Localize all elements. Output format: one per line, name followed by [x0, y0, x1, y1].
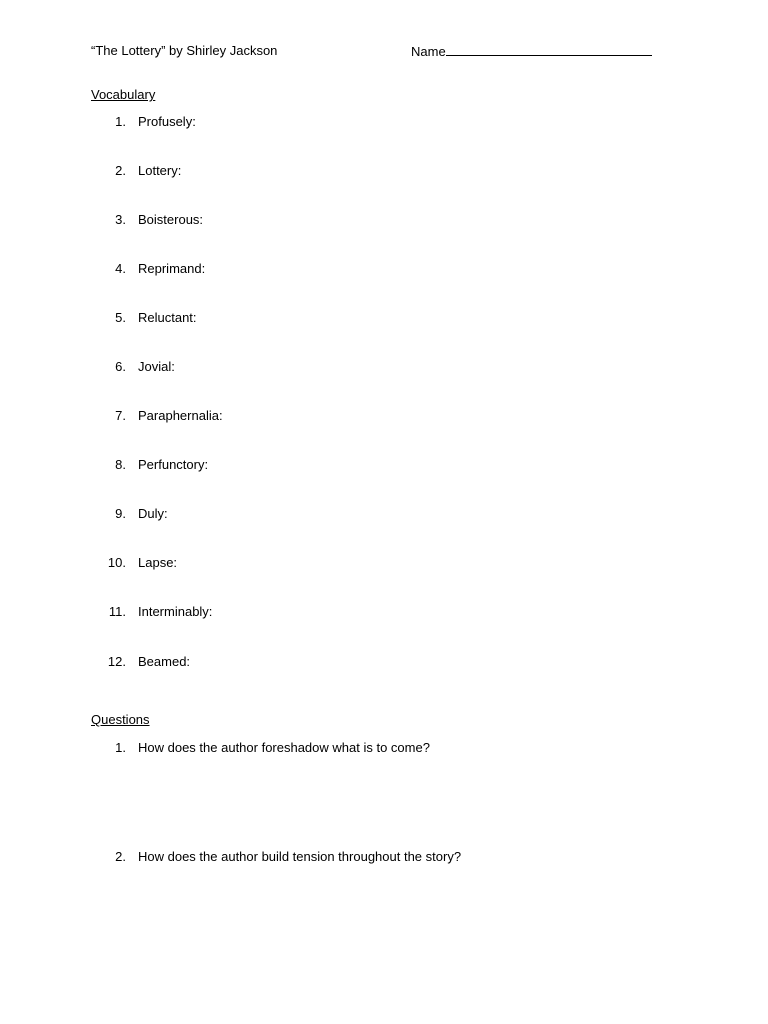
vocab-item-text: Boisterous:	[138, 212, 204, 227]
name-field[interactable]	[411, 43, 652, 60]
vocab-item-text: Perfunctory:	[138, 457, 209, 472]
vocab-item	[92, 359, 492, 375]
vocab-item-number: 10.	[107, 555, 126, 570]
vocab-item	[92, 457, 492, 473]
vocab-item-number: 1.	[115, 114, 126, 129]
vocab-item-text: Paraphernalia:	[138, 408, 223, 423]
vocab-item	[92, 654, 492, 670]
question-text: How does the author foreshadow what is to come?	[138, 740, 430, 755]
vocab-item	[92, 555, 492, 571]
vocab-item-number: 8.	[115, 457, 126, 472]
vocab-item	[92, 212, 492, 228]
worksheet-title: “The Lottery” by Shirley Jackson	[91, 43, 278, 58]
vocab-item-number: 4.	[115, 261, 126, 276]
vocab-item	[92, 261, 492, 277]
vocab-item-number: 12.	[107, 654, 126, 669]
vocab-item	[92, 310, 492, 326]
vocab-item-text: Jovial:	[138, 359, 175, 374]
question-number: 2.	[115, 849, 126, 864]
vocab-item-number: 5.	[115, 310, 126, 325]
vocab-item-text: Lapse:	[138, 555, 178, 570]
name-blank-line[interactable]	[446, 43, 652, 56]
question-item	[92, 740, 652, 756]
vocab-item	[92, 408, 492, 424]
vocab-item-number: 7.	[115, 408, 126, 423]
vocab-item	[92, 163, 492, 179]
question-text: How does the author build tension throughout the story?	[138, 849, 462, 864]
vocabulary-heading: Vocabulary	[91, 87, 156, 102]
vocab-item-text: Beamed:	[138, 654, 191, 669]
vocab-item-text: Lottery:	[138, 163, 182, 178]
vocab-item-number: 3.	[115, 212, 126, 227]
vocab-item	[92, 506, 492, 522]
questions-heading: Questions	[91, 712, 150, 727]
vocab-item-text: Reluctant:	[138, 310, 197, 325]
vocab-item-text: Duly:	[138, 506, 168, 521]
question-number: 1.	[115, 740, 126, 755]
question-item	[92, 849, 652, 865]
vocab-item-number: 9.	[115, 506, 126, 521]
name-label: Name	[411, 44, 446, 59]
vocab-item-text: Reprimand:	[138, 261, 206, 276]
vocab-item-text: Interminably:	[138, 604, 213, 619]
vocab-item-number: 6.	[115, 359, 126, 374]
vocab-item-text: Profusely:	[138, 114, 196, 129]
vocab-item-number: 2.	[115, 163, 126, 178]
vocab-item	[92, 604, 492, 620]
vocab-item-number: 11.	[108, 604, 126, 619]
vocab-item	[92, 114, 492, 130]
